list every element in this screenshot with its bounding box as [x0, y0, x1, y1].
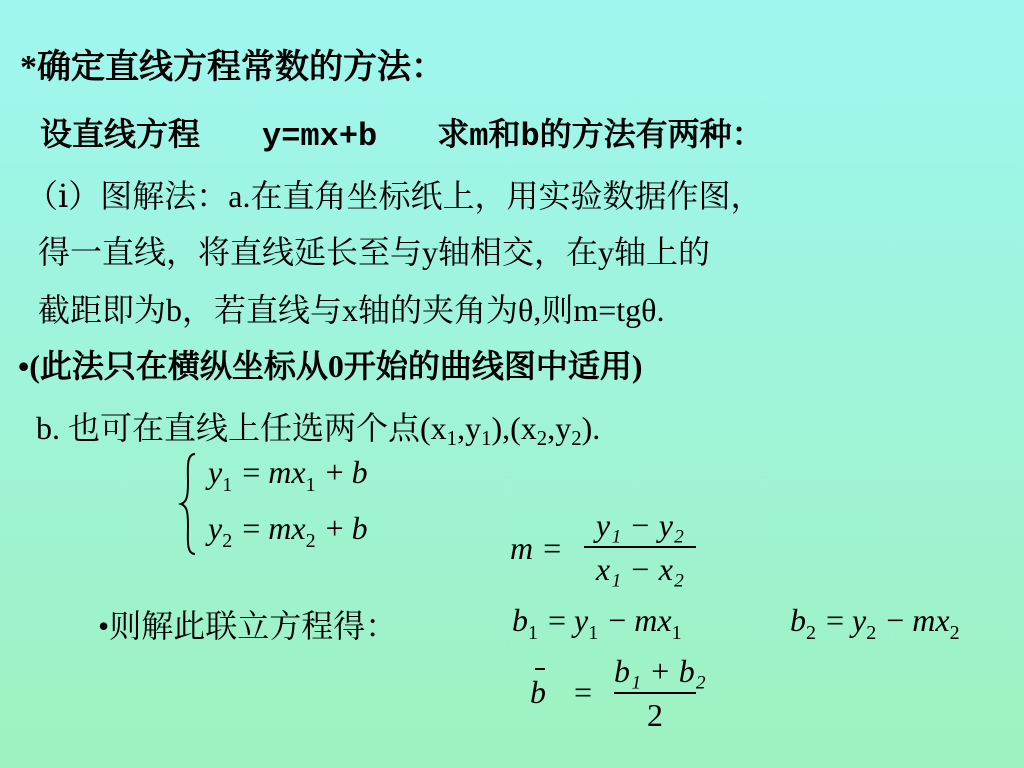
eq1-mx-sub: 1: [305, 474, 316, 496]
method-i-label: （ⅰ）图解法：: [26, 178, 229, 214]
method-b-sub4: 2: [571, 427, 582, 451]
bbar-numerator: b₁ + b₂: [614, 653, 706, 689]
eq2-b: b: [351, 510, 368, 546]
bbar-lhs: b: [530, 674, 546, 710]
bbar-formula-lhs: [530, 672, 592, 712]
method-b-end: ).: [581, 410, 601, 446]
intro-line: [40, 114, 764, 157]
eq2-lhs-sub: 2: [222, 530, 233, 552]
intro-b: b: [520, 118, 540, 155]
m-formula-lhs-text: m =: [510, 530, 571, 566]
method-b-line: [36, 408, 601, 451]
b2-lhs: b: [790, 602, 806, 638]
intro-text-b: 求: [437, 116, 470, 152]
b1-eq: =: [540, 602, 575, 638]
b1-lhs: b: [512, 602, 528, 638]
b1-y: y: [574, 602, 589, 638]
method-b-sub1: 1: [446, 427, 458, 451]
applicability-note: •(此法只在横纵坐标从0开始的曲线图中适用): [18, 348, 643, 384]
eq1-mx: mx: [268, 454, 306, 490]
b2-mx-sub: 2: [949, 622, 960, 644]
eq2-eq: =: [234, 510, 269, 546]
m-formula-fraction: [584, 506, 696, 588]
method-i-line3: 截距即为b，若直线与x轴的夹角为θ,则m=tgθ.: [38, 292, 665, 328]
equation-2: [208, 508, 368, 553]
method-b-mid2: ),(x: [491, 410, 537, 446]
intro-text-a: 设直线方程: [40, 116, 201, 152]
eq2-lhs: y: [208, 510, 223, 546]
line-equation: y=mx+b: [262, 118, 378, 155]
slide-heading: *确定直线方程常数的方法：: [20, 49, 445, 86]
b2-lhs-sub: 2: [806, 622, 816, 644]
eq2-mx: mx: [268, 510, 306, 546]
b2-formula: [790, 600, 962, 645]
method-i-part-a: a.在直角坐标纸上，用实验数据作图，: [228, 178, 763, 214]
eq1-plus: +: [317, 454, 352, 490]
bbar-bar: [614, 692, 696, 694]
bbar-overline: [535, 668, 545, 670]
m-formula-numerator: y₁ − y₂: [595, 507, 685, 543]
solve-label: •则解此联立方程得：: [98, 608, 398, 644]
m-formula-bar: [584, 546, 696, 548]
bbar-formula-fraction: [614, 652, 706, 734]
b1-mx: mx: [634, 602, 672, 638]
method-b-prefix: b. 也可在直线上任选两个点(x: [36, 410, 447, 446]
b1-mx-sub: 1: [671, 622, 682, 644]
eq1-eq: =: [234, 454, 269, 490]
method-i-line2: 得一直线，将直线延长至与y轴相交，在y轴上的: [38, 234, 711, 270]
intro-text-c: 的方法有两种：: [539, 116, 764, 152]
b1-y-sub: 1: [588, 622, 599, 644]
eq1-b: b: [351, 454, 368, 490]
method-b-mid1: ,y: [457, 410, 482, 446]
b2-eq: =: [818, 602, 853, 638]
intro-m: m: [469, 118, 489, 155]
bbar-denominator: 2: [647, 697, 663, 733]
method-i-line1: [26, 176, 762, 216]
eq2-mx-sub: 2: [305, 530, 316, 552]
eq1-lhs: y: [208, 454, 223, 490]
system-brace-icon: [178, 452, 198, 556]
m-formula-denominator: x₁ − x₂: [595, 551, 685, 587]
method-b-sub2: 1: [481, 427, 492, 451]
b2-mx: mx: [912, 602, 950, 638]
b2-y-sub: 2: [866, 622, 877, 644]
eq1-lhs-sub: 1: [222, 474, 233, 496]
b1-formula: [512, 600, 684, 645]
method-b-mid3: ,y: [547, 410, 572, 446]
bbar-eq: =: [574, 674, 593, 710]
equation-1: [208, 452, 368, 497]
b1-lhs-sub: 1: [528, 622, 538, 644]
b1-minus: −: [600, 602, 635, 638]
intro-he: 和: [488, 116, 521, 152]
method-b-sub3: 2: [536, 427, 548, 451]
eq2-plus: +: [317, 510, 352, 546]
b2-minus: −: [878, 602, 913, 638]
b2-y: y: [852, 602, 867, 638]
m-formula-lhs: [510, 528, 571, 568]
